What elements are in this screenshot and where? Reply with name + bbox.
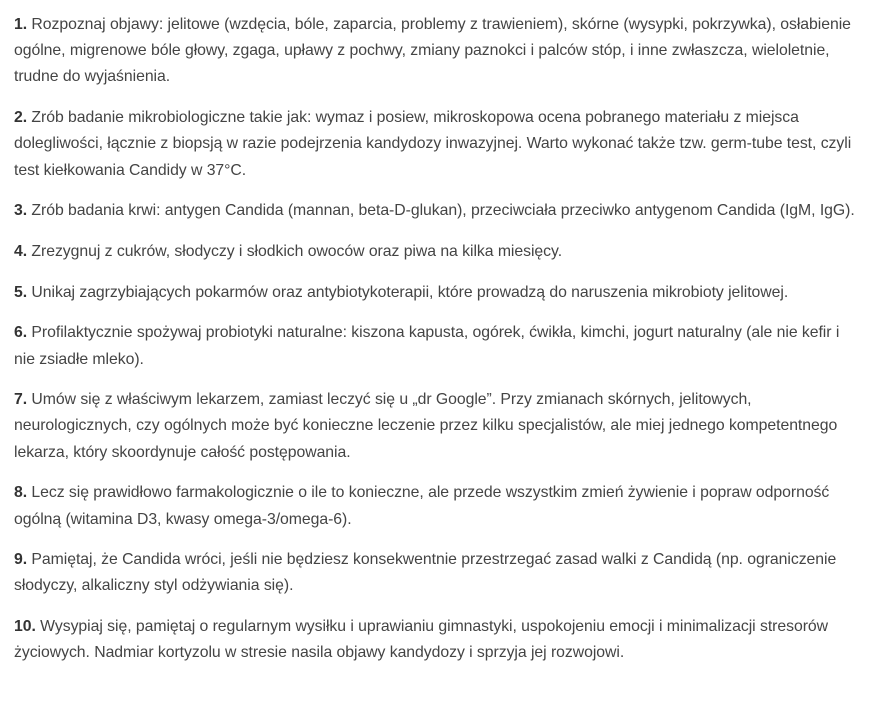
item-text: Unikaj zagrzybiających pokarmów oraz antybiotykoterapii, które prowadzą do naruszenia mikrobioty jelitowej. (27, 283, 789, 301)
item-number: 8. (14, 484, 28, 502)
item-text: Zrezygnuj z cukrów, słodyczy i słodkich owoców oraz piwa na kilka miesięcy. (27, 242, 563, 260)
list-item (14, 198, 855, 224)
item-number: 1. (14, 16, 28, 33)
item-number: 4. (14, 242, 28, 260)
list-item (14, 387, 855, 466)
item-text: Umów się z właściwym lekarzem, zamiast leczyć się u „dr Google”. Przy zmianach skórnych, jelitowych, neurologicznych, czy ogólnych może być konieczne leczenie przez kilku specjalistów, ale miej jednego kompetentnego lekarza, który skoordynuje całość postępowania. (14, 391, 838, 461)
item-text: Pamiętaj, że Candida wróci, jeśli nie będziesz konsekwentnie przestrzegać zasad walki z Candidą (np. ograniczenie słodyczy, alkaliczny styl odżywiania się). (14, 551, 837, 595)
item-number: 9. (14, 551, 28, 569)
list-item (14, 320, 855, 372)
item-text: Rozpoznaj objawy: jelitowe (wzdęcia, bóle, zaparcia, problemy z trawieniem), skórne (wysypki, pokrzywka), osłabienie ogólne, migrenowe bóle głowy, zgaga, upławy z pochwy, zmiany paznokci i palców stóp, i inne zwłaszcza, wieloletnie, trudne do wyjaśnienia. (14, 16, 851, 86)
list-item (14, 105, 855, 184)
item-number: 5. (14, 283, 28, 301)
item-number: 10. (14, 618, 36, 636)
list-item (14, 480, 855, 532)
list-item (14, 614, 855, 666)
list-item (14, 12, 855, 91)
item-text: Zrób badania krwi: antygen Candida (mannan, beta-D-glukan), przeciwciała przeciwko antygenom Candida (IgM, IgG). (27, 202, 855, 220)
item-number: 7. (14, 391, 28, 409)
item-text: Zrób badanie mikrobiologiczne takie jak: wymaz i posiew, mikroskopowa ocena pobranego materiału z miejsca dolegliwości, łącznie z biopsją w razie podejrzenia kandydozy inwazyjnej. Warto wykonać także tzw. germ-tube test, czyli test kiełkowania Candidy w 37°C. (14, 109, 852, 179)
item-text: Wysypiaj się, pamiętaj o regularnym wysiłku i uprawianiu gimnastyki, uspokojeniu emocji i minimalizacji stresorów życiowych. Nadmiar kortyzolu w stresie nasila objawy kandydozy i sprzyja jej rozwojowi. (14, 618, 829, 662)
item-number: 6. (14, 324, 28, 342)
item-text: Profilaktycznie spożywaj probiotyki naturalne: kiszona kapusta, ogórek, ćwikła, kimchi, jogurt naturalny (ale nie kefir i nie zsiadłe mleko). (14, 324, 840, 368)
list-item (14, 239, 855, 265)
item-number: 3. (14, 202, 28, 220)
list-item (14, 547, 855, 599)
list-item (14, 280, 855, 306)
item-number: 2. (14, 109, 28, 127)
item-text: Lecz się prawidłowo farmakologicznie o ile to konieczne, ale przede wszystkim zmień żywienie i popraw odporność ogólną (witamina D3, kwasy omega-3/omega-6). (14, 484, 830, 528)
